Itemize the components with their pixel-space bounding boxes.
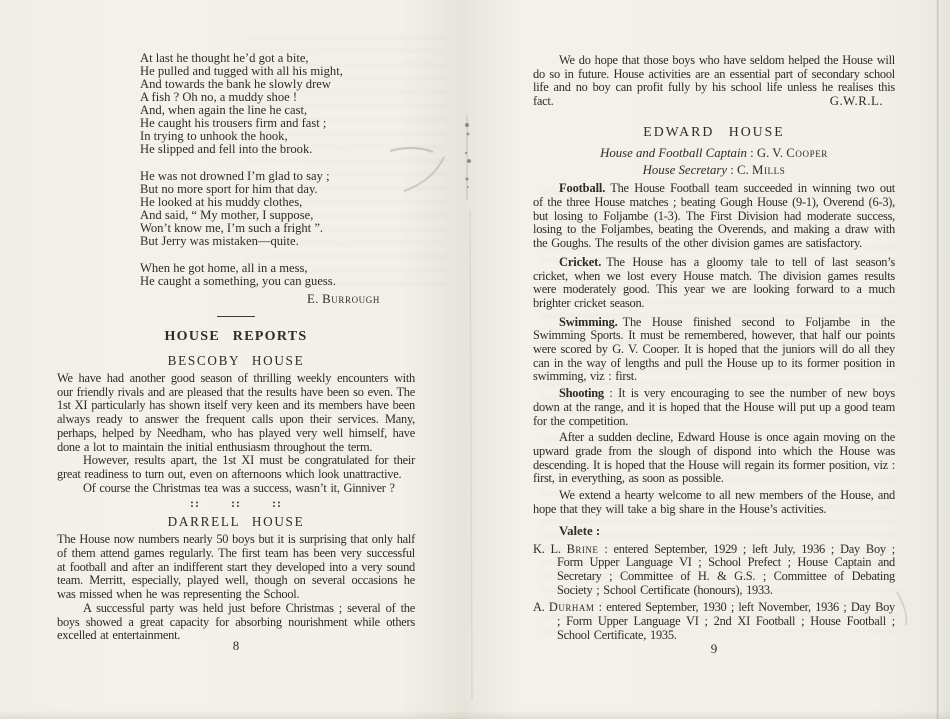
shooting-text: : It is very encouraging to see the number of new boys down at the range, and it is hoped that the House will put up a good team for the competition. xyxy=(533,386,895,428)
page-edge-bottom xyxy=(0,710,950,719)
ink-speck xyxy=(465,152,467,154)
cricket-paragraph xyxy=(533,256,895,311)
section-rule xyxy=(217,316,255,317)
poem-line: And said, “ My mother, I suppose, xyxy=(140,208,314,222)
valete-details: : entered September, 1930 ; left November, 1936 ; Day Boy ; Form Upper Language VI ; 2nd XI Football ; House Football ; School Certificate, 1935. xyxy=(557,600,895,642)
darrell-house-heading: DARRELL HOUSE xyxy=(167,514,305,530)
right-page xyxy=(533,0,895,719)
captain-label: House and Football Captain xyxy=(600,145,747,160)
football-lead: Football. xyxy=(559,181,606,196)
poem-line: He slipped and fell into the brook. xyxy=(140,142,313,156)
captain-initials: : G. V. xyxy=(746,145,787,160)
valete-surname: Brine xyxy=(566,541,599,556)
swimming-lead: Swimming. xyxy=(559,314,618,329)
ink-speck xyxy=(467,159,471,163)
poem-line: He caught a something, you can guess. xyxy=(140,274,336,288)
poem-line: But no more sport for him that day. xyxy=(140,182,318,196)
poem-stanza-3 xyxy=(140,262,415,288)
poem-line: And towards the bank he slowly drew xyxy=(140,77,331,91)
poem-line: But Jerry was mistaken—quite. xyxy=(140,234,299,248)
shooting-lead: Shooting xyxy=(559,386,604,401)
left-page xyxy=(57,0,415,719)
valete-surname: Durham xyxy=(548,600,595,615)
cricket-text: The House has a gloomy tale to tell of last season’s cricket, when we lost every House match. The division games results were moderately good. This year we are looking forward to a much brighter cricket season. xyxy=(533,254,895,310)
bescoby-paragraph-3: Of course the Christmas tea was a success, wasn’t it, Ginniver ? xyxy=(83,480,395,495)
bescoby-paragraph-2: However, results apart, the 1st XI must be congratulated for their great readiness to turn out, even on afternoons which look unattractive. xyxy=(57,453,415,481)
house-captain-line xyxy=(533,146,895,160)
gutter-crease xyxy=(470,210,472,700)
valete-details: : entered September, 1929 ; left July, 1936 ; Day Boy ; Form Upper Language VI ; School Prefect ; House Captain and Secretary ; Committee of H. & G.S. ; Committee of Debating Society ; School Certificate (honours), 1933. xyxy=(557,541,895,597)
football-paragraph xyxy=(533,182,895,251)
poem-line: He caught his trousers firm and fast ; xyxy=(140,116,327,130)
decline-paragraph: After a sudden decline, Edward House is once again moving on the upward grade from the slough of dispond into which the House was descending. It is hoped that the House will regain its former position, viz : first, in everything, as soon as possible. xyxy=(533,430,895,486)
poem-line: In trying to unhook the hook, xyxy=(140,129,288,143)
valete-initials: A. xyxy=(533,600,549,615)
edward-house-heading: EDWARD HOUSE xyxy=(643,123,785,139)
secretary-initials: : C. xyxy=(727,163,752,178)
valete-entry-durham xyxy=(533,601,895,642)
smudge-mark xyxy=(897,592,906,625)
poem-line: Won’t know me, I’m such a fright ”. xyxy=(140,221,324,235)
poem xyxy=(140,52,415,288)
house-reports-heading: HOUSE REPORTS xyxy=(164,329,308,344)
bescoby-house-heading: BESCOBY HOUSE xyxy=(167,353,305,368)
poem-line: He was not drowned I’m glad to say ; xyxy=(140,169,330,183)
poem-line: When he got home, all in a mess, xyxy=(140,261,308,275)
left-page-number: 8 xyxy=(232,638,240,653)
cricket-lead: Cricket. xyxy=(559,254,602,269)
page-edge-right xyxy=(936,0,939,719)
poem-stanza-2 xyxy=(140,170,415,248)
poem-line: He looked at his muddy clothes, xyxy=(140,195,303,209)
house-secretary-line xyxy=(533,163,895,177)
poem-author-initials: E. xyxy=(307,292,323,306)
shooting-paragraph xyxy=(533,387,895,428)
secretary-label: House Secretary xyxy=(642,163,728,178)
valete-heading: Valete : xyxy=(559,523,601,538)
intro-signature: G.W.R.L. xyxy=(829,94,883,109)
darrell-paragraph-2: A successful party was held just before Christmas ; several of the boys showed a great capacity for absorbing nourishment while others excelled at entertainment. xyxy=(57,600,415,643)
poem-line: At last he thought he’d got a bite, xyxy=(140,51,309,65)
ink-speck xyxy=(467,186,469,188)
poem-stanza-1 xyxy=(140,52,415,156)
valete-initials: K. L. xyxy=(533,541,567,556)
intro-paragraph: We do hope that those boys who have seldom helped the House will do so in future. House activities are an essential part of secondary school life and no boy can profit fully by his school life unless he realises this fact. xyxy=(533,53,895,109)
poem-line: And, when again the line he cast, xyxy=(140,103,308,117)
colon-divider: :: :: :: xyxy=(190,496,282,511)
football-text: The House Football team succeeded in winning two out of the three House matches ; beating Gough House (9-1), Overend (6-3), but losing to Foljambe (1-3). The First Division had moderate success, losing to the Foljambes, beating the Overends, and making a draw with the Goughs. The results of the other division games are satisfactory. xyxy=(533,181,895,251)
ink-speck xyxy=(465,123,469,127)
poem-line: A fish ? Oh no, a muddy shoe ! xyxy=(140,90,298,104)
valete-entry-brine xyxy=(533,543,895,598)
darrell-paragraph-1: The House now numbers nearly 50 boys but it is surprising that only half of them attend games regularly. The first team has been very successful at football and after an indifferent start they developed into a very sound team. Merritt, especially, played well, though on several occasions he was missed when he was representing the School. xyxy=(57,532,415,602)
swimming-paragraph xyxy=(533,316,895,385)
swimming-text: The House finished second to Foljambe in the Swimming Sports. It must be remembered, however, that half our points were scored by G. V. Cooper. It is hoped that the juniors will do all they can in the way of lengths and pull the House up to its former position in swimming, viz : first. xyxy=(533,314,895,384)
captain-surname: Cooper xyxy=(786,145,828,160)
poem-author-surname: Burrough xyxy=(322,292,380,306)
right-page-number: 9 xyxy=(710,641,718,656)
bescoby-paragraph-1: We have had another good season of thrilling weekly encounters with our friendly rivals and are pleased that the results have been so even. The 1st XI particularly has shown itself very keen and its members have been always ready to answer the frequent calls upon their services. Many, perhaps, helped by Needham, who has played very well himself, have done a lot to maintain the initial enthusiasm throughout the term. xyxy=(57,371,415,454)
welcome-paragraph: We extend a hearty welcome to all new members of the House, and hope that they will take a big share in the House’s activities. xyxy=(533,488,895,516)
ink-speck xyxy=(467,133,470,136)
poem-author xyxy=(307,292,415,307)
poem-line: He pulled and tugged with all his might, xyxy=(140,64,343,78)
secretary-surname: Mills xyxy=(751,163,786,178)
ink-speck xyxy=(466,178,469,181)
